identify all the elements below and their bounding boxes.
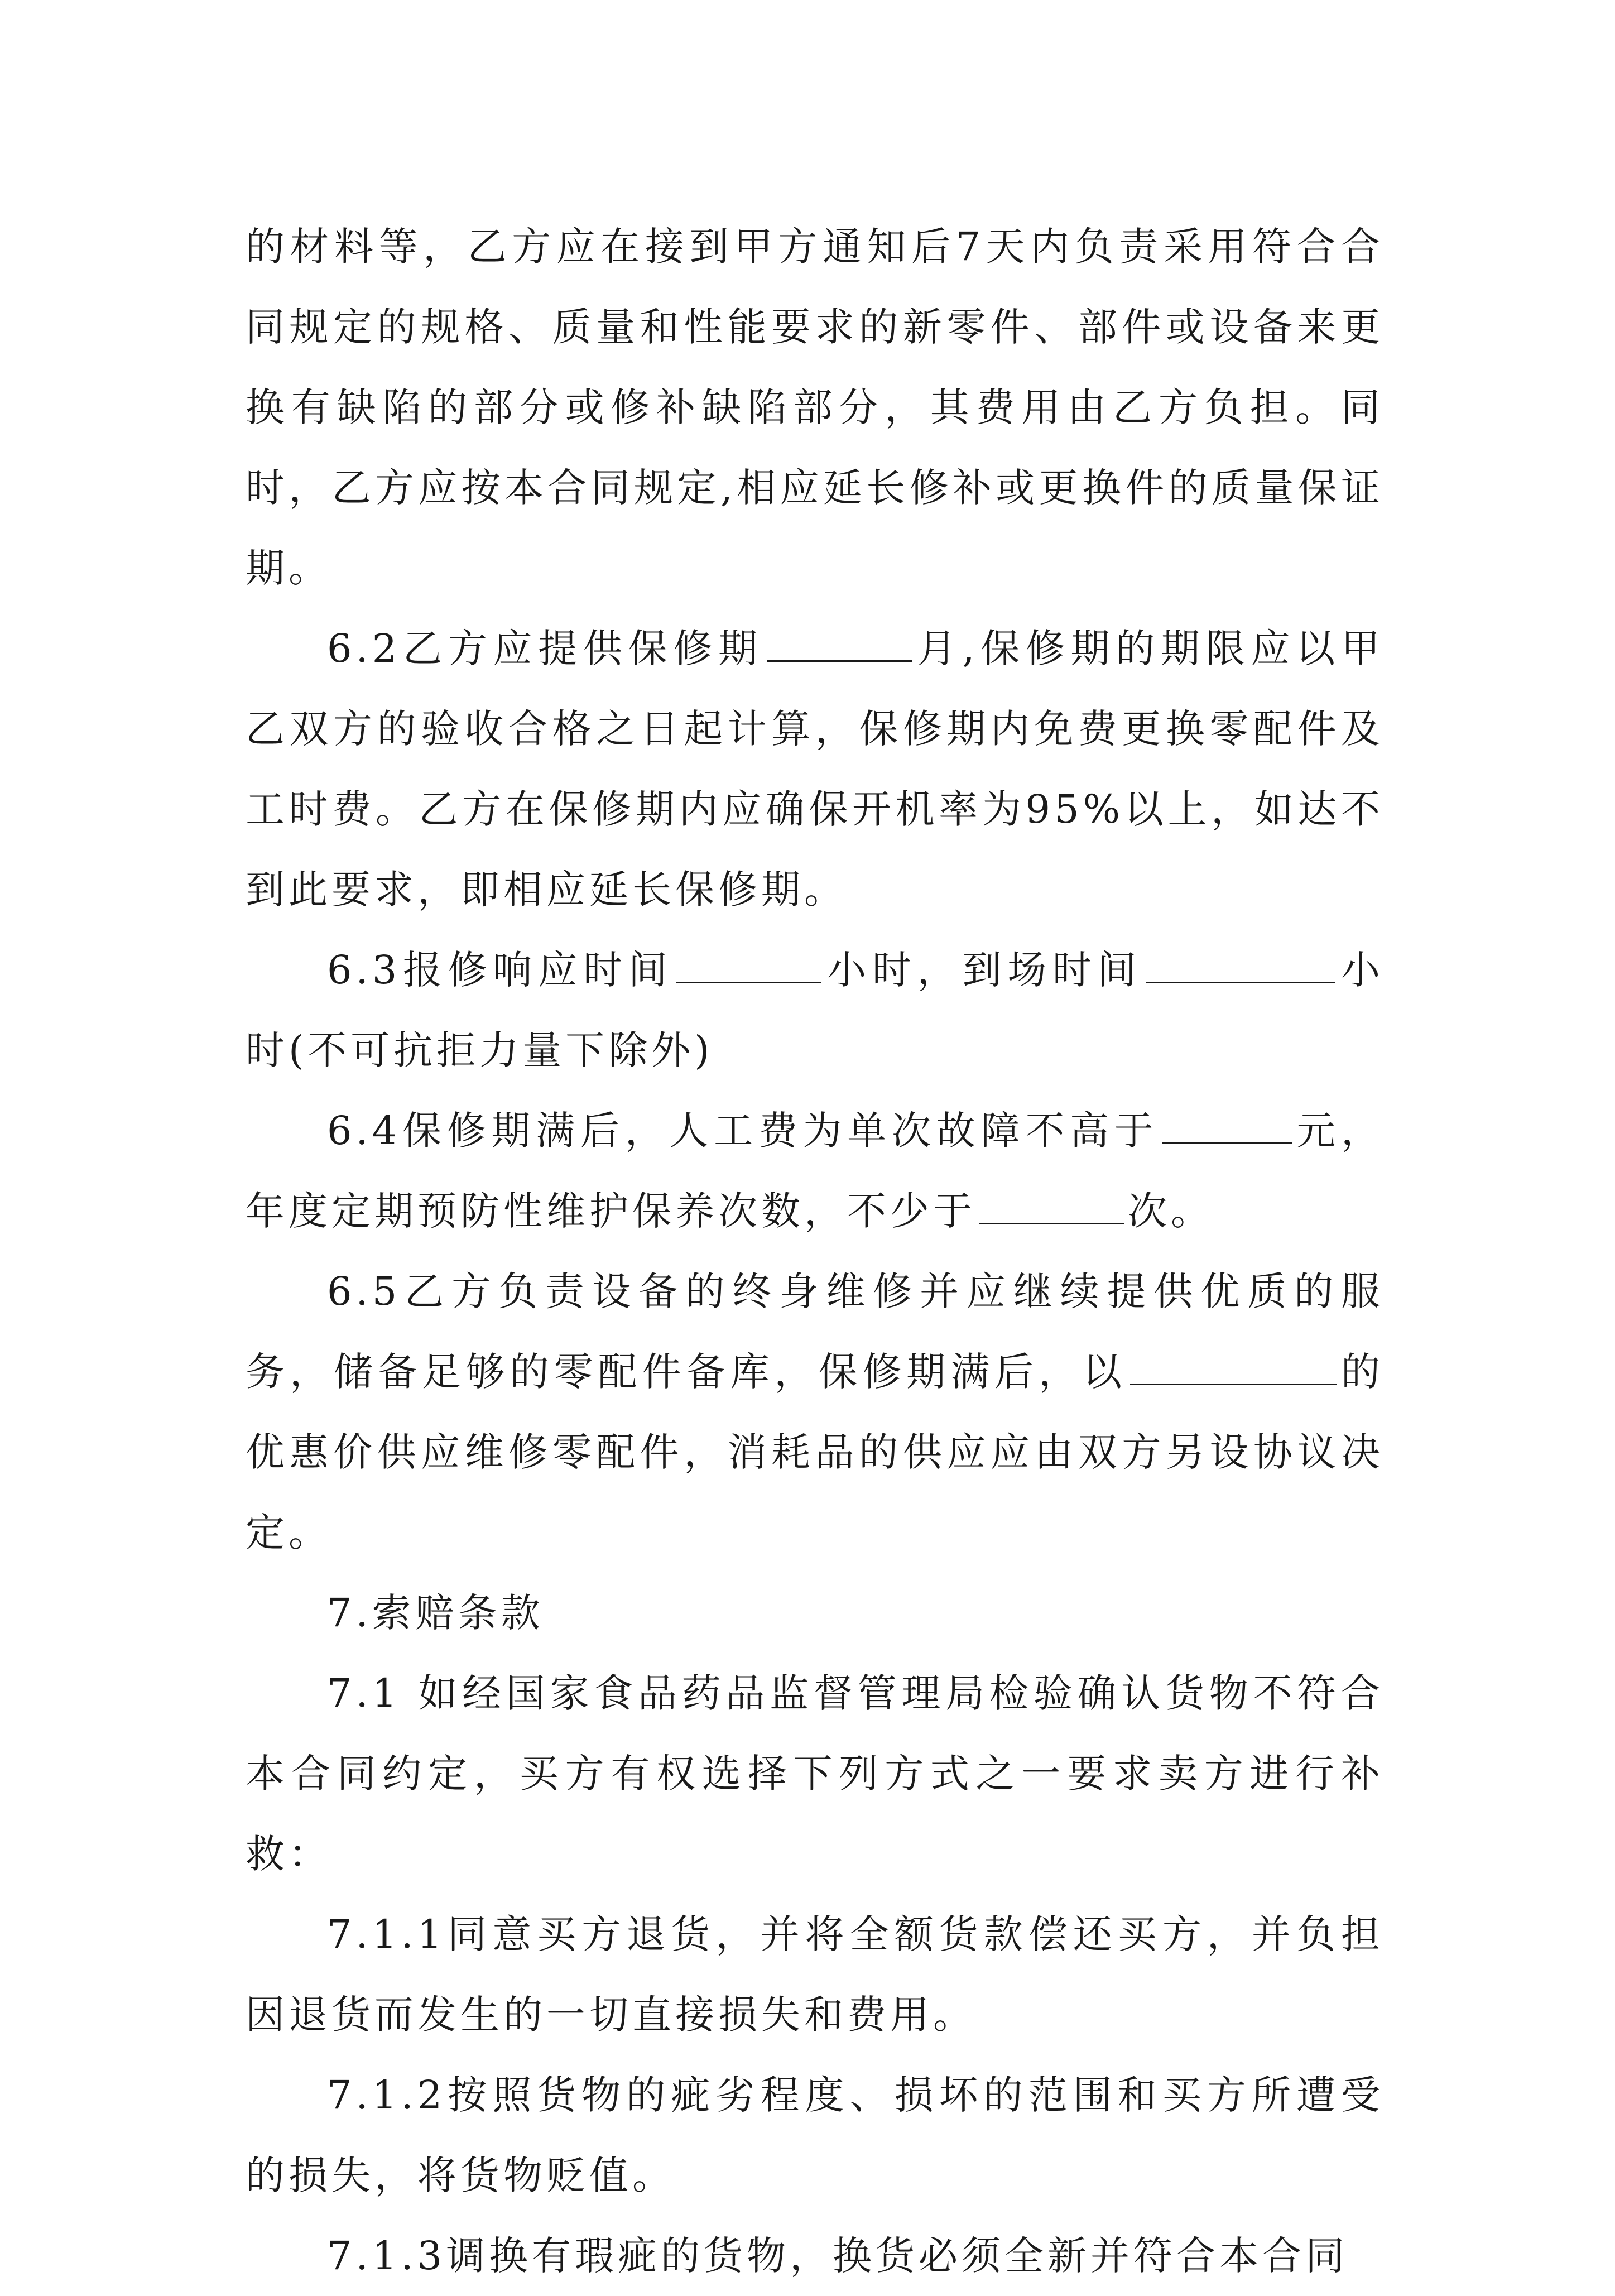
- paragraph-7-1-1: 7.1.1同意买方退货，并将全额货款偿还买方，并负担因退货而发生的一切直接损失和费用。: [246, 1911, 1384, 2038]
- paragraph-6-3-response-time: [246, 930, 1384, 1091]
- paragraph-6-4-labor-fee: [246, 1091, 1384, 1251]
- fill-blank-labor-fee: [1162, 1103, 1292, 1144]
- text-segment: 6.3报修响应时间: [327, 947, 674, 993]
- fill-blank-response-hours: [676, 943, 821, 983]
- paragraph-7-1-3: 7.1.3调换有瑕疵的货物，换货必须全新并符合本合同: [327, 2233, 1349, 2279]
- text-segment: 月,保修期的期限应以甲乙双方的验收合格之日起计算，保修期内免费更换零配件及工时费。乙方在保修期内应确保开机率为95%以上，如达不到此要求，即相应延长保修期。: [246, 626, 1384, 912]
- text-segment: 次。: [1128, 1188, 1214, 1234]
- text-segment: 元，年度定期预防性维护保养次数，不少于: [246, 1108, 1384, 1234]
- fill-blank-arrival-hours: [1146, 943, 1335, 983]
- section-heading-claims: 7.索赔条款: [327, 1590, 544, 1636]
- contract-body: [246, 206, 1384, 2296]
- text-segment: 小时，到场时间: [825, 947, 1143, 993]
- paragraph-6-2-warranty-period: [246, 608, 1384, 930]
- text-segment: 6.2乙方应提供保修期: [327, 626, 763, 671]
- text-segment: 小时(不可抗拒力量下除外): [246, 947, 1385, 1073]
- paragraph-6-5-lifetime-service: [246, 1251, 1384, 1573]
- text-segment: 6.5乙方负责设备的终身维修并应继续提供优质的服务，储备足够的零配件备库，保修期满后，以: [246, 1269, 1384, 1395]
- paragraph-defect-replacement: 的材料等，乙方应在接到甲方通知后7天内负责采用符合合同规定的规格、质量和性能要求的新零件、部件或设备来更换有缺陷的部分或修补缺陷部分，其费用由乙方负担。同时，乙方应按本合同规定,相应延长修补或更换件的质量保证期。: [246, 224, 1384, 591]
- paragraph-7-1: 7.1 如经国家食品药品监督管理局检验确认货物不符合本合同约定，买方有权选择下列方式之一要求卖方进行补救：: [246, 1670, 1384, 1877]
- fill-blank-warranty-months: [767, 621, 912, 662]
- text-segment: 的优惠价供应维修零配件，消耗品的供应应由双方另设协议决定。: [246, 1349, 1384, 1555]
- paragraph-7-1-2: 7.1.2按照货物的疵劣程度、损坏的范围和买方所遭受的损失，将货物贬值。: [246, 2072, 1384, 2198]
- fill-blank-maintenance-times: [979, 1184, 1124, 1224]
- fill-blank-discount: [1130, 1344, 1337, 1385]
- text-segment: 6.4保修期满后，人工费为单次故障不高于: [327, 1108, 1159, 1154]
